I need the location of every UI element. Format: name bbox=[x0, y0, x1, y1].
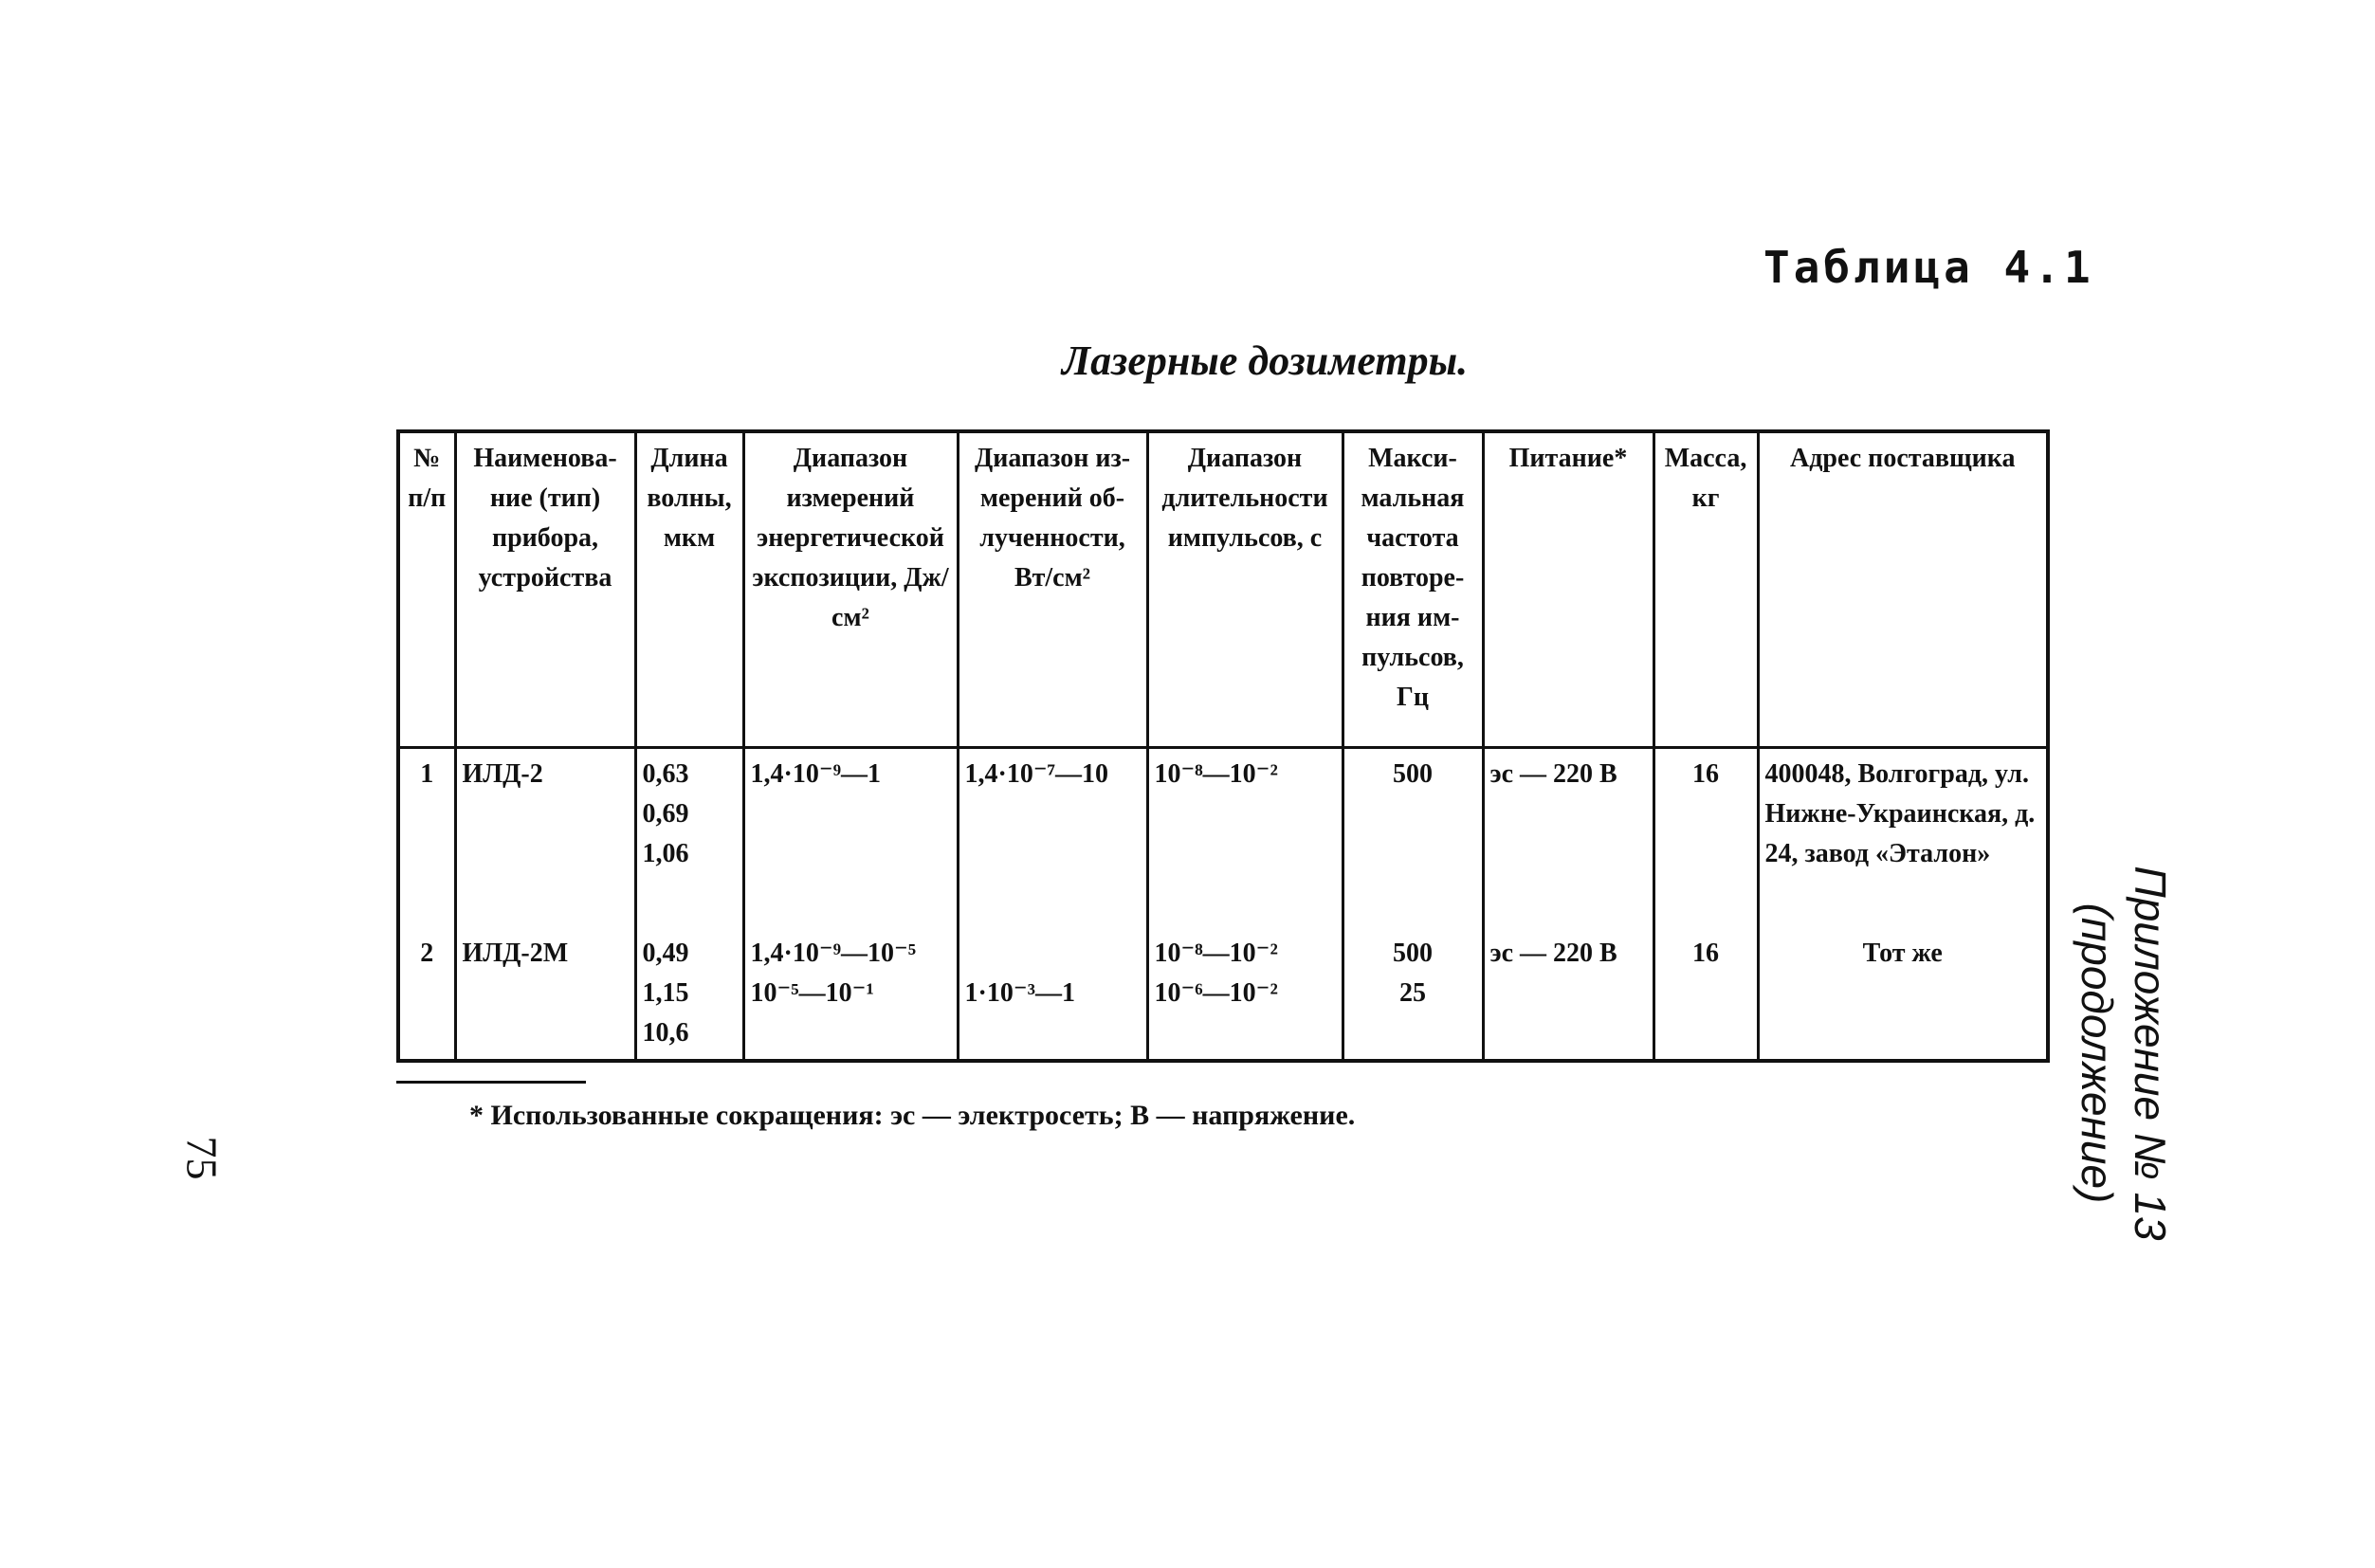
irradiance-value bbox=[965, 934, 1141, 974]
header-cell-mass: Масса, кг bbox=[1653, 431, 1758, 748]
page-number: 75 bbox=[177, 1136, 227, 1180]
header-cell-frequency: Максимальная частота повторения импульсов, Гц bbox=[1343, 431, 1483, 748]
frequency-value: 500 bbox=[1393, 759, 1433, 789]
exposure-value: 10⁻⁵—10⁻¹ bbox=[750, 977, 874, 1008]
row-num: 1 bbox=[398, 748, 455, 928]
table-row bbox=[398, 748, 2048, 928]
exposure-range bbox=[743, 928, 958, 1061]
table-row bbox=[398, 928, 2048, 1061]
row-num: 2 bbox=[398, 928, 455, 1061]
wavelength-value: 0,69 bbox=[642, 799, 689, 829]
wavelength-value: 0,49 bbox=[642, 938, 689, 968]
dosimeter-table bbox=[396, 429, 2050, 1063]
header-cell-irradiance: Диапазон измерений облученности, Вт/см² bbox=[958, 431, 1147, 748]
wavelength-values bbox=[635, 928, 743, 1061]
header-cell-pulse-duration: Диапазон длительности импульсов, с bbox=[1147, 431, 1343, 748]
table-caption: Лазерные дозиметры. bbox=[1062, 337, 1469, 384]
wavelength-value: 1,06 bbox=[642, 839, 689, 868]
mass-value: 16 bbox=[1653, 928, 1758, 1061]
header-cell-name: Наименование (тип) прибора, устройства bbox=[455, 431, 635, 748]
header-cell-wavelength: Длина волны, мкм bbox=[635, 431, 743, 748]
pulse-duration-value: 10⁻⁶—10⁻² bbox=[1154, 977, 1278, 1008]
frequency-values bbox=[1343, 928, 1483, 1061]
appendix-subtitle: (продолжение) bbox=[2073, 903, 2122, 1204]
table-label: Таблица 4.1 bbox=[1763, 242, 2094, 293]
pulse-duration-value: 10⁻⁸—10⁻² bbox=[1154, 938, 1278, 968]
power-supply: эс — 220 В bbox=[1483, 748, 1653, 928]
frequency-values bbox=[1343, 748, 1483, 928]
wavelength-value: 0,63 bbox=[642, 759, 689, 789]
header-row bbox=[398, 431, 2048, 748]
pulse-duration-range bbox=[1147, 748, 1343, 928]
appendix-label bbox=[2071, 835, 2177, 1271]
irradiance-value: 1,4·10⁻⁷—10 bbox=[964, 759, 1109, 789]
appendix-title: Приложение № 13 bbox=[2126, 866, 2175, 1241]
device-name: ИЛД-2М bbox=[455, 928, 635, 1061]
frequency-value: 25 bbox=[1399, 977, 1426, 1008]
header-cell-num: № п/п bbox=[398, 431, 455, 748]
mass-value: 16 bbox=[1653, 748, 1758, 928]
header-cell-exposure: Диапазон измерений энергетической экспозиции, Дж/см² bbox=[743, 431, 958, 748]
footnote: * Использованные сокращения: эс — электросеть; В — напряжение. bbox=[469, 1100, 1356, 1131]
supplier-address: Тот же bbox=[1758, 928, 2048, 1061]
irradiance-value: 1·10⁻³—1 bbox=[964, 977, 1076, 1008]
exposure-value: 1,4·10⁻⁹—1 bbox=[750, 759, 882, 789]
wavelength-values bbox=[635, 748, 743, 928]
supplier-address: 400048, Волгоград, ул. Нижне-Украинская, д. 24, завод «Эталон» bbox=[1758, 748, 2048, 928]
wavelength-value: 1,15 bbox=[642, 977, 689, 1008]
irradiance-range bbox=[958, 928, 1147, 1061]
frequency-value: 500 bbox=[1393, 938, 1433, 968]
pulse-duration-value: 10⁻⁸—10⁻² bbox=[1154, 759, 1278, 789]
exposure-value: 1,4·10⁻⁹—10⁻⁵ bbox=[750, 938, 917, 968]
device-name: ИЛД-2 bbox=[455, 748, 635, 928]
irradiance-range bbox=[958, 748, 1147, 928]
pulse-duration-range bbox=[1147, 928, 1343, 1061]
power-supply: эс — 220 В bbox=[1483, 928, 1653, 1061]
footnote-divider bbox=[396, 1081, 586, 1084]
wavelength-value: 10,6 bbox=[642, 1017, 689, 1048]
header-cell-address: Адрес поставщика bbox=[1758, 431, 2048, 748]
header-cell-power: Питание* bbox=[1483, 431, 1653, 748]
exposure-range bbox=[743, 748, 958, 928]
